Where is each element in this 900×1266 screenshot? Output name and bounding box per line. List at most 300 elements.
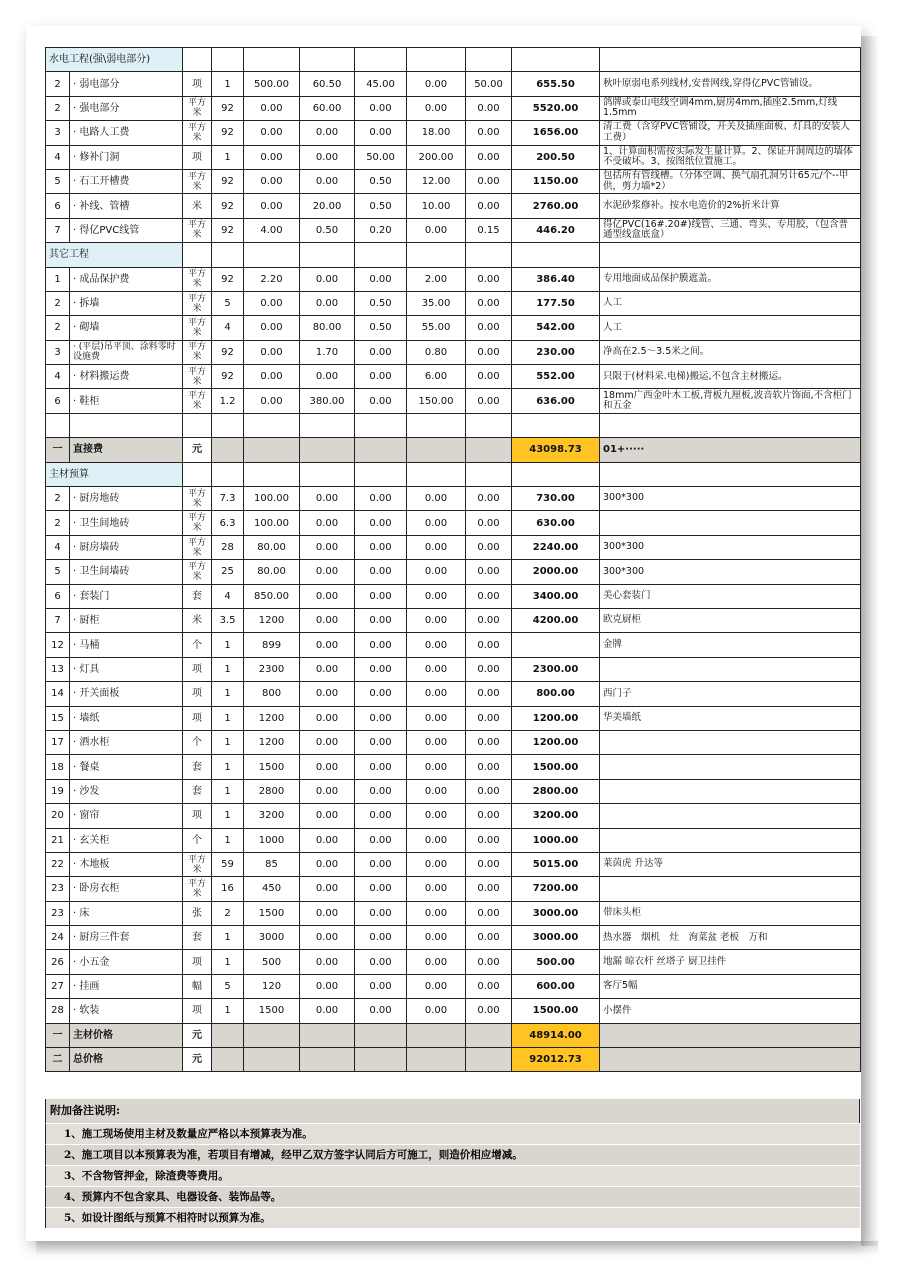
summary-number: 一 xyxy=(46,1023,70,1047)
item-description: 300*300 xyxy=(600,487,861,511)
item-quantity: 6.3 xyxy=(212,511,244,535)
item-description: 欧克厨柜 xyxy=(600,608,861,632)
summary-amount: 92012.73 xyxy=(512,1048,600,1072)
item-description: 华美墙纸 xyxy=(600,706,861,730)
item-amount: 3200.00 xyxy=(512,804,600,828)
sheet-shadow xyxy=(861,36,879,1246)
row-number: 19 xyxy=(46,779,70,803)
summary-number: 二 xyxy=(46,1048,70,1072)
row-number: 17 xyxy=(46,730,70,754)
table-row xyxy=(46,633,861,657)
price-col-5: 0.00 xyxy=(466,121,512,145)
item-quantity: 92 xyxy=(212,218,244,242)
item-quantity: 1 xyxy=(212,682,244,706)
item-unit: 个 xyxy=(183,633,212,657)
empty-cell xyxy=(244,243,300,267)
table-row xyxy=(46,218,861,242)
price-col-1: 800 xyxy=(244,682,300,706)
item-amount: 730.00 xyxy=(512,487,600,511)
empty-cell xyxy=(212,462,244,486)
price-col-2: 0.00 xyxy=(300,804,355,828)
item-name: · 套装门 xyxy=(70,584,183,608)
row-number: 23 xyxy=(46,877,70,901)
item-amount: 7200.00 xyxy=(512,877,600,901)
price-col-4: 0.00 xyxy=(407,901,466,925)
row-number: 7 xyxy=(46,608,70,632)
summary-unit: 元 xyxy=(183,438,212,462)
price-col-1: 500 xyxy=(244,950,300,974)
price-col-5: 0.00 xyxy=(466,340,512,364)
row-number: 4 xyxy=(46,535,70,559)
row-number: 2 xyxy=(46,96,70,120)
item-amount: 230.00 xyxy=(512,340,600,364)
row-number: 24 xyxy=(46,926,70,950)
price-col-3: 0.00 xyxy=(355,389,407,413)
price-col-2: 0.00 xyxy=(300,584,355,608)
item-name: · 玄关柜 xyxy=(70,828,183,852)
item-name: · (平层)吊平顶、涂料零时设施费 xyxy=(70,340,183,364)
price-col-1: 500.00 xyxy=(244,72,300,96)
price-col-4: 35.00 xyxy=(407,291,466,315)
price-col-4: 0.00 xyxy=(407,706,466,730)
price-col-1: 80.00 xyxy=(244,560,300,584)
empty-cell xyxy=(512,462,600,486)
row-number: 2 xyxy=(46,291,70,315)
price-col-4: 0.00 xyxy=(407,730,466,754)
summary-unit: 元 xyxy=(183,1048,212,1072)
budget-table xyxy=(45,47,861,1072)
item-name: · 灯具 xyxy=(70,657,183,681)
item-unit: 平方米 xyxy=(183,487,212,511)
row-number: 1 xyxy=(46,267,70,291)
table-row xyxy=(46,608,861,632)
budget-sheet xyxy=(26,26,861,1241)
note-item: 3、不含物管押金，除渣费等费用。 xyxy=(45,1165,860,1186)
item-quantity: 1 xyxy=(212,755,244,779)
summary-row xyxy=(46,1048,861,1072)
price-col-4: 12.00 xyxy=(407,169,466,193)
table-row xyxy=(46,389,861,413)
empty-cell xyxy=(355,48,407,72)
item-amount: 1200.00 xyxy=(512,706,600,730)
item-quantity: 92 xyxy=(212,121,244,145)
item-name: · 弱电部分 xyxy=(70,72,183,96)
row-number: 26 xyxy=(46,950,70,974)
price-col-5: 0.00 xyxy=(466,877,512,901)
empty-cell xyxy=(244,438,300,462)
item-description: 300*300 xyxy=(600,560,861,584)
price-col-2: 0.00 xyxy=(300,706,355,730)
item-name: · 厨房地砖 xyxy=(70,487,183,511)
price-col-3: 0.50 xyxy=(355,291,407,315)
budget-rows xyxy=(46,48,861,1072)
item-name: · 床 xyxy=(70,901,183,925)
note-item: 1、施工现场使用主材及数量应严格以本预算表为准。 xyxy=(45,1123,860,1144)
item-name: · 卫生间墙砖 xyxy=(70,560,183,584)
item-amount: 552.00 xyxy=(512,365,600,389)
item-amount: 1000.00 xyxy=(512,828,600,852)
item-amount: 500.00 xyxy=(512,950,600,974)
summary-label: 总价格 xyxy=(70,1048,183,1072)
item-quantity: 1 xyxy=(212,706,244,730)
price-col-4: 0.00 xyxy=(407,755,466,779)
section-header-row xyxy=(46,48,861,72)
item-unit: 平方米 xyxy=(183,121,212,145)
table-row xyxy=(46,852,861,876)
item-unit: 米 xyxy=(183,194,212,218)
price-col-4: 0.00 xyxy=(407,682,466,706)
item-quantity: 1 xyxy=(212,804,244,828)
item-description: 18mm广西金叶木工板,背板九厘板,波音软片饰面,不含柜门和五金 xyxy=(600,389,861,413)
row-number: 20 xyxy=(46,804,70,828)
summary-row xyxy=(46,1023,861,1047)
empty-cell xyxy=(466,1023,512,1047)
price-col-1: 2300 xyxy=(244,657,300,681)
empty-cell xyxy=(512,48,600,72)
table-row xyxy=(46,121,861,145)
price-col-2: 20.00 xyxy=(300,194,355,218)
notes-list xyxy=(45,1123,860,1228)
item-unit: 个 xyxy=(183,828,212,852)
item-amount: 3000.00 xyxy=(512,926,600,950)
price-col-4: 0.00 xyxy=(407,633,466,657)
row-number: 2 xyxy=(46,487,70,511)
item-quantity: 28 xyxy=(212,535,244,559)
price-col-4: 0.80 xyxy=(407,340,466,364)
item-unit: 张 xyxy=(183,901,212,925)
section-title: 水电工程(强\弱电部分) xyxy=(46,48,183,72)
row-number: 23 xyxy=(46,901,70,925)
price-col-2: 0.00 xyxy=(300,535,355,559)
price-col-1: 2800 xyxy=(244,779,300,803)
price-col-2: 0.00 xyxy=(300,877,355,901)
summary-label: 直接费 xyxy=(70,438,183,462)
row-number: 2 xyxy=(46,511,70,535)
item-unit: 平方米 xyxy=(183,218,212,242)
item-description xyxy=(600,657,861,681)
item-amount: 2300.00 xyxy=(512,657,600,681)
table-row xyxy=(46,291,861,315)
price-col-3: 0.00 xyxy=(355,828,407,852)
price-col-1: 450 xyxy=(244,877,300,901)
item-amount: 1150.00 xyxy=(512,169,600,193)
item-quantity: 92 xyxy=(212,169,244,193)
price-col-5: 0.00 xyxy=(466,852,512,876)
item-unit: 项 xyxy=(183,682,212,706)
price-col-5: 50.00 xyxy=(466,72,512,96)
item-quantity: 7.3 xyxy=(212,487,244,511)
item-name: · 马桶 xyxy=(70,633,183,657)
table-row xyxy=(46,96,861,120)
price-col-1: 850.00 xyxy=(244,584,300,608)
price-col-5: 0.00 xyxy=(466,389,512,413)
item-description xyxy=(600,804,861,828)
table-row xyxy=(46,730,861,754)
empty-cell xyxy=(300,48,355,72)
price-col-4: 0.00 xyxy=(407,218,466,242)
item-unit: 项 xyxy=(183,72,212,96)
price-col-2: 0.00 xyxy=(300,657,355,681)
empty-cell xyxy=(512,413,600,437)
price-col-1: 0.00 xyxy=(244,194,300,218)
price-col-3: 0.00 xyxy=(355,340,407,364)
price-col-1: 1500 xyxy=(244,999,300,1023)
price-col-1: 0.00 xyxy=(244,316,300,340)
item-quantity: 92 xyxy=(212,340,244,364)
price-col-5: 0.00 xyxy=(466,804,512,828)
summary-description: 01+····· xyxy=(600,438,861,462)
price-col-2: 0.00 xyxy=(300,608,355,632)
price-col-5: 0.00 xyxy=(466,194,512,218)
item-quantity: 1 xyxy=(212,950,244,974)
item-quantity: 4 xyxy=(212,584,244,608)
item-amount: 4200.00 xyxy=(512,608,600,632)
price-col-2: 0.00 xyxy=(300,950,355,974)
price-col-4: 0.00 xyxy=(407,560,466,584)
summary-number: 一 xyxy=(46,438,70,462)
item-description: 专用地面成品保护膜遮盖。 xyxy=(600,267,861,291)
item-description xyxy=(600,755,861,779)
row-number: 3 xyxy=(46,340,70,364)
empty-cell xyxy=(407,1048,466,1072)
price-col-3: 0.00 xyxy=(355,267,407,291)
price-col-5: 0.00 xyxy=(466,535,512,559)
price-col-4: 0.00 xyxy=(407,608,466,632)
price-col-5: 0.00 xyxy=(466,974,512,998)
table-row xyxy=(46,974,861,998)
item-amount: 386.40 xyxy=(512,267,600,291)
item-quantity: 1 xyxy=(212,72,244,96)
empty-cell xyxy=(466,243,512,267)
item-quantity: 92 xyxy=(212,194,244,218)
item-amount: 5520.00 xyxy=(512,96,600,120)
price-col-4: 0.00 xyxy=(407,511,466,535)
item-name: · 卫生间地砖 xyxy=(70,511,183,535)
price-col-1: 1500 xyxy=(244,901,300,925)
item-amount: 636.00 xyxy=(512,389,600,413)
empty-cell xyxy=(300,413,355,437)
item-amount: 2800.00 xyxy=(512,779,600,803)
empty-row xyxy=(46,413,861,437)
price-col-1: 4.00 xyxy=(244,218,300,242)
table-row xyxy=(46,828,861,852)
empty-cell xyxy=(355,243,407,267)
price-col-3: 0.00 xyxy=(355,706,407,730)
item-description: 净高在2.5～3.5米之间。 xyxy=(600,340,861,364)
empty-cell xyxy=(355,1048,407,1072)
table-row xyxy=(46,267,861,291)
price-col-3: 0.50 xyxy=(355,316,407,340)
price-col-3: 0.00 xyxy=(355,779,407,803)
row-number: 6 xyxy=(46,389,70,413)
price-col-4: 0.00 xyxy=(407,974,466,998)
price-col-2: 0.00 xyxy=(300,999,355,1023)
price-col-1: 0.00 xyxy=(244,291,300,315)
item-name: · 窗帘 xyxy=(70,804,183,828)
empty-cell xyxy=(244,48,300,72)
price-col-5: 0.00 xyxy=(466,682,512,706)
item-description: 300*300 xyxy=(600,535,861,559)
price-col-2: 0.00 xyxy=(300,487,355,511)
item-description: 小摆件 xyxy=(600,999,861,1023)
item-name: · 厨房墙砖 xyxy=(70,535,183,559)
row-number: 12 xyxy=(46,633,70,657)
table-row xyxy=(46,169,861,193)
price-col-1: 1200 xyxy=(244,608,300,632)
price-col-3: 0.00 xyxy=(355,755,407,779)
item-unit: 项 xyxy=(183,950,212,974)
empty-cell xyxy=(407,1023,466,1047)
row-number: 4 xyxy=(46,365,70,389)
summary-description xyxy=(600,1048,861,1072)
item-amount: 5015.00 xyxy=(512,852,600,876)
item-quantity: 3.5 xyxy=(212,608,244,632)
price-col-1: 0.00 xyxy=(244,96,300,120)
price-col-1: 0.00 xyxy=(244,145,300,169)
item-amount: 2000.00 xyxy=(512,560,600,584)
item-amount: 1500.00 xyxy=(512,999,600,1023)
item-quantity: 5 xyxy=(212,974,244,998)
empty-cell xyxy=(600,413,861,437)
item-quantity: 5 xyxy=(212,291,244,315)
empty-cell xyxy=(244,462,300,486)
item-amount: 600.00 xyxy=(512,974,600,998)
item-quantity: 1 xyxy=(212,633,244,657)
empty-cell xyxy=(355,413,407,437)
empty-cell xyxy=(212,243,244,267)
price-col-2: 0.00 xyxy=(300,291,355,315)
price-col-2: 0.00 xyxy=(300,730,355,754)
item-amount: 1656.00 xyxy=(512,121,600,145)
price-col-2: 0.00 xyxy=(300,267,355,291)
price-col-4: 2.00 xyxy=(407,267,466,291)
summary-unit: 元 xyxy=(183,1023,212,1047)
item-unit: 套 xyxy=(183,926,212,950)
price-col-5: 0.00 xyxy=(466,950,512,974)
empty-cell xyxy=(407,48,466,72)
item-description: 地漏 晾衣杆 丝塔子 厨卫挂件 xyxy=(600,950,861,974)
item-name: · 鞋柜 xyxy=(70,389,183,413)
item-unit: 项 xyxy=(183,999,212,1023)
empty-cell xyxy=(300,1023,355,1047)
price-col-2: 0.00 xyxy=(300,828,355,852)
item-description: 客厅5幅 xyxy=(600,974,861,998)
item-quantity: 2 xyxy=(212,901,244,925)
row-number: 7 xyxy=(46,218,70,242)
item-name: · 卧房衣柜 xyxy=(70,877,183,901)
item-description: 热水器 烟机 灶 洵菜盆 老板 万和 xyxy=(600,926,861,950)
row-number: 2 xyxy=(46,316,70,340)
item-amount: 200.50 xyxy=(512,145,600,169)
item-quantity: 1.2 xyxy=(212,389,244,413)
item-amount: 177.50 xyxy=(512,291,600,315)
price-col-4: 55.00 xyxy=(407,316,466,340)
item-quantity: 1 xyxy=(212,999,244,1023)
item-description: 带床头柜 xyxy=(600,901,861,925)
price-col-2: 0.00 xyxy=(300,974,355,998)
row-number: 4 xyxy=(46,145,70,169)
price-col-5: 0.00 xyxy=(466,511,512,535)
price-col-1: 85 xyxy=(244,852,300,876)
item-description xyxy=(600,730,861,754)
item-amount: 3400.00 xyxy=(512,584,600,608)
price-col-1: 0.00 xyxy=(244,340,300,364)
item-amount: 542.00 xyxy=(512,316,600,340)
item-unit: 项 xyxy=(183,657,212,681)
table-row xyxy=(46,487,861,511)
price-col-4: 0.00 xyxy=(407,72,466,96)
price-col-1: 3200 xyxy=(244,804,300,828)
item-description: 美心套装门 xyxy=(600,584,861,608)
table-row xyxy=(46,365,861,389)
price-col-4: 0.00 xyxy=(407,999,466,1023)
table-row xyxy=(46,706,861,730)
price-col-5: 0.00 xyxy=(466,779,512,803)
row-number: 5 xyxy=(46,169,70,193)
price-col-3: 0.00 xyxy=(355,974,407,998)
price-col-3: 0.00 xyxy=(355,852,407,876)
row-number: 22 xyxy=(46,852,70,876)
item-name: · 餐桌 xyxy=(70,755,183,779)
price-col-2: 0.50 xyxy=(300,218,355,242)
table-row xyxy=(46,779,861,803)
price-col-4: 0.00 xyxy=(407,96,466,120)
row-number: 14 xyxy=(46,682,70,706)
price-col-4: 0.00 xyxy=(407,535,466,559)
empty-cell xyxy=(300,438,355,462)
empty-cell xyxy=(244,1048,300,1072)
notes-title: 附加备注说明: xyxy=(45,1099,860,1123)
table-row xyxy=(46,804,861,828)
empty-cell xyxy=(183,462,212,486)
price-col-5: 0.00 xyxy=(466,901,512,925)
table-row xyxy=(46,657,861,681)
item-name: · 强电部分 xyxy=(70,96,183,120)
item-description: 清工费（含穿PVC管铺设，开关及插座面板、灯具的安装人工费） xyxy=(600,121,861,145)
price-col-4: 0.00 xyxy=(407,657,466,681)
row-number: 18 xyxy=(46,755,70,779)
price-col-2: 0.00 xyxy=(300,145,355,169)
item-unit: 套 xyxy=(183,755,212,779)
empty-cell xyxy=(355,1023,407,1047)
price-col-5: 0.15 xyxy=(466,218,512,242)
price-col-4: 0.00 xyxy=(407,852,466,876)
row-number: 21 xyxy=(46,828,70,852)
item-unit: 平方米 xyxy=(183,291,212,315)
table-row xyxy=(46,145,861,169)
price-col-2: 380.00 xyxy=(300,389,355,413)
item-amount: 2240.00 xyxy=(512,535,600,559)
empty-cell xyxy=(300,243,355,267)
table-row xyxy=(46,901,861,925)
item-description: 只限于(材料采.电梯)搬运,不包含主材搬运。 xyxy=(600,365,861,389)
empty-cell xyxy=(355,462,407,486)
empty-cell xyxy=(407,243,466,267)
item-description: 包括所有管线槽。（分体空调、换气扇孔洞另计65元/个--甲供，剪力墙*2） xyxy=(600,169,861,193)
price-col-4: 200.00 xyxy=(407,145,466,169)
price-col-3: 0.00 xyxy=(355,877,407,901)
price-col-2: 0.00 xyxy=(300,852,355,876)
price-col-2: 0.00 xyxy=(300,169,355,193)
price-col-2: 0.00 xyxy=(300,560,355,584)
item-name: · 拆墙 xyxy=(70,291,183,315)
item-amount: 446.20 xyxy=(512,218,600,242)
item-unit: 平方米 xyxy=(183,316,212,340)
table-row xyxy=(46,999,861,1023)
price-col-4: 0.00 xyxy=(407,804,466,828)
item-unit: 平方米 xyxy=(183,560,212,584)
table-row xyxy=(46,511,861,535)
